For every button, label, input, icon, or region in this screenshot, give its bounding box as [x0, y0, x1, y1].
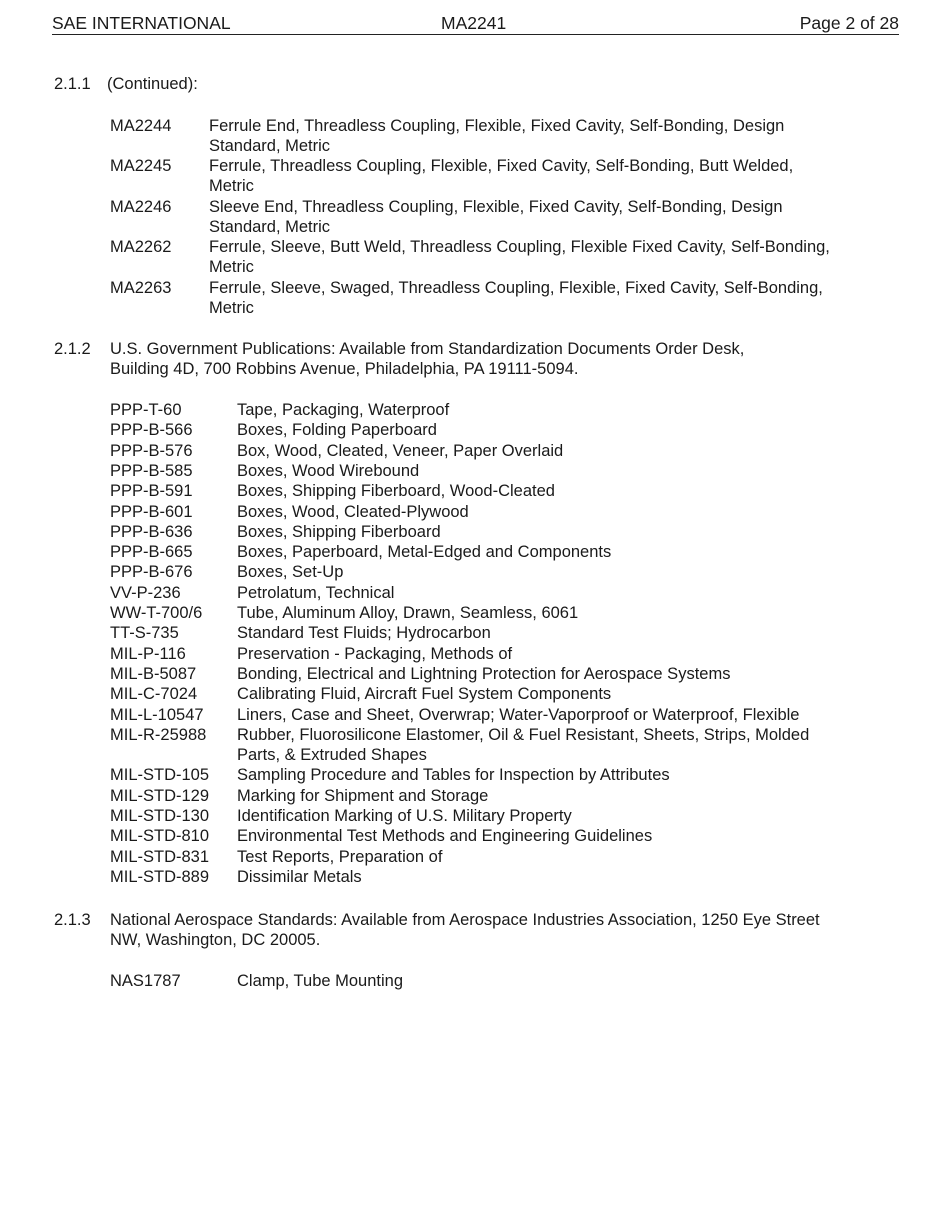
list-item-code: MIL-STD-129	[110, 786, 210, 805]
section-paragraph: U.S. Government Publications: Available from Standardization Documents Order Desk, Building 4D, 700 Robbins Avenue, Philadelphia, PA 19111-5094.	[110, 340, 745, 379]
list-item-code: MA2244	[110, 117, 172, 135]
list-item-code: NAS1787	[110, 972, 181, 990]
list-item-description: Bonding, Electrical and Lightning Protection for Aerospace Systems	[237, 664, 731, 683]
list-item-description: Calibrating Fluid, Aircraft Fuel System Components	[237, 685, 612, 704]
header-document-number: MA2241	[441, 13, 507, 33]
list-item-code: MIL-B-5087	[110, 664, 197, 683]
list-item-description: Clamp, Tube Mounting	[237, 972, 404, 990]
list-item-code: MIL-R-25988	[110, 725, 207, 744]
list-item-description: Boxes, Shipping Fiberboard, Wood-Cleated	[237, 482, 555, 501]
list-item-description: Boxes, Folding Paperboard	[237, 421, 437, 440]
header-page-number: Page 2 of 28	[799, 13, 899, 33]
list-item-description: Sampling Procedure and Tables for Inspection by Attributes	[237, 766, 670, 785]
list-item-code: MA2246	[110, 198, 172, 216]
list-item-description: Rubber, Fluorosilicone Elastomer, Oil & Fuel Resistant, Sheets, Strips, Molded Parts, & Extruded Shapes	[237, 725, 810, 765]
list-item-code: PPP-B-665	[110, 543, 193, 562]
list-item-code: MIL-C-7024	[110, 685, 198, 704]
list-item-code: MIL-STD-105	[110, 766, 210, 785]
list-item-description: Identification Marking of U.S. Military Property	[237, 807, 572, 825]
list-item-description: Tape, Packaging, Waterproof	[237, 401, 450, 419]
list-item-description: Marking for Shipment and Storage	[237, 786, 489, 805]
list-item-description: Boxes, Paperboard, Metal-Edged and Components	[237, 543, 612, 562]
list-item-description: Box, Wood, Cleated, Veneer, Paper Overlaid	[237, 441, 564, 460]
list-item-code: PPP-B-566	[110, 421, 193, 440]
list-item-code: VV-P-236	[110, 583, 181, 602]
list-item-code: PPP-B-576	[110, 441, 193, 460]
list-item-description: Boxes, Wood Wirebound	[237, 461, 420, 480]
list-item-description: Liners, Case and Sheet, Overwrap; Water-Vaporproof or Waterproof, Flexible	[237, 705, 800, 724]
list-item-code: MA2262	[110, 238, 172, 256]
list-item-code: PPP-B-636	[110, 522, 193, 541]
list-item-code: PPP-B-585	[110, 461, 193, 480]
list-item-code: PPP-B-676	[110, 563, 193, 582]
list-item-code: PPP-T-60	[110, 401, 182, 419]
list-item-code: PPP-B-601	[110, 502, 193, 521]
list-item-code: TT-S-735	[110, 624, 179, 643]
list-item-code: MA2263	[110, 279, 172, 297]
list-item-description: Ferrule, Sleeve, Butt Weld, Threadless Coupling, Flexible Fixed Cavity, Self-Bonding, Metric	[209, 238, 830, 277]
list-item-description: Sleeve End, Threadless Coupling, Flexible, Fixed Cavity, Self-Bonding, Design Standard, Metric	[209, 198, 783, 237]
list-item-code: PPP-B-591	[110, 482, 193, 501]
list-item-code: MIL-STD-130	[110, 807, 210, 825]
list-item-description: Ferrule, Threadless Coupling, Flexible, Fixed Cavity, Self-Bonding, Butt Welded, Metric	[209, 157, 794, 196]
list-item-code: MIL-STD-889	[110, 867, 210, 886]
list-item-description: Boxes, Set-Up	[237, 563, 344, 582]
list-item-description: Test Reports, Preparation of	[237, 847, 443, 866]
section-number: 2.1.1	[54, 75, 91, 93]
header-organization: SAE INTERNATIONAL	[52, 13, 231, 33]
section-title: (Continued):	[107, 75, 198, 93]
list-item-code: MIL-STD-831	[110, 847, 210, 866]
section-number: 2.1.3	[54, 911, 91, 929]
list-item-code: WW-T-700/6	[110, 604, 203, 622]
section-paragraph: National Aerospace Standards: Available from Aerospace Industries Association, 1250 Eye Street NW, Washington, DC 20005.	[110, 911, 820, 950]
list-item-description: Tube, Aluminum Alloy, Drawn, Seamless, 6061	[237, 604, 579, 622]
list-item-description: Ferrule End, Threadless Coupling, Flexible, Fixed Cavity, Self-Bonding, Design Standard, Metric	[209, 117, 785, 156]
list-item-code: MIL-STD-810	[110, 827, 210, 846]
page-header	[52, 12, 899, 35]
list-item-description: Standard Test Fluids; Hydrocarbon	[237, 624, 491, 643]
list-item-description: Environmental Test Methods and Engineering Guidelines	[237, 827, 653, 846]
list-item-description: Boxes, Shipping Fiberboard	[237, 522, 441, 541]
list-item-description: Petrolatum, Technical	[237, 583, 395, 602]
list-item-code: MA2245	[110, 157, 172, 175]
section-number: 2.1.2	[54, 340, 91, 358]
list-item-description: Ferrule, Sleeve, Swaged, Threadless Coupling, Flexible, Fixed Cavity, Self-Bonding, Metric	[209, 279, 823, 318]
list-item-description: Preservation - Packaging, Methods of	[237, 644, 513, 663]
list-item-description: Dissimilar Metals	[237, 867, 362, 886]
list-item-code: MIL-L-10547	[110, 705, 204, 724]
list-item-description: Boxes, Wood, Cleated-Plywood	[237, 502, 469, 521]
list-item-code: MIL-P-116	[110, 644, 186, 663]
